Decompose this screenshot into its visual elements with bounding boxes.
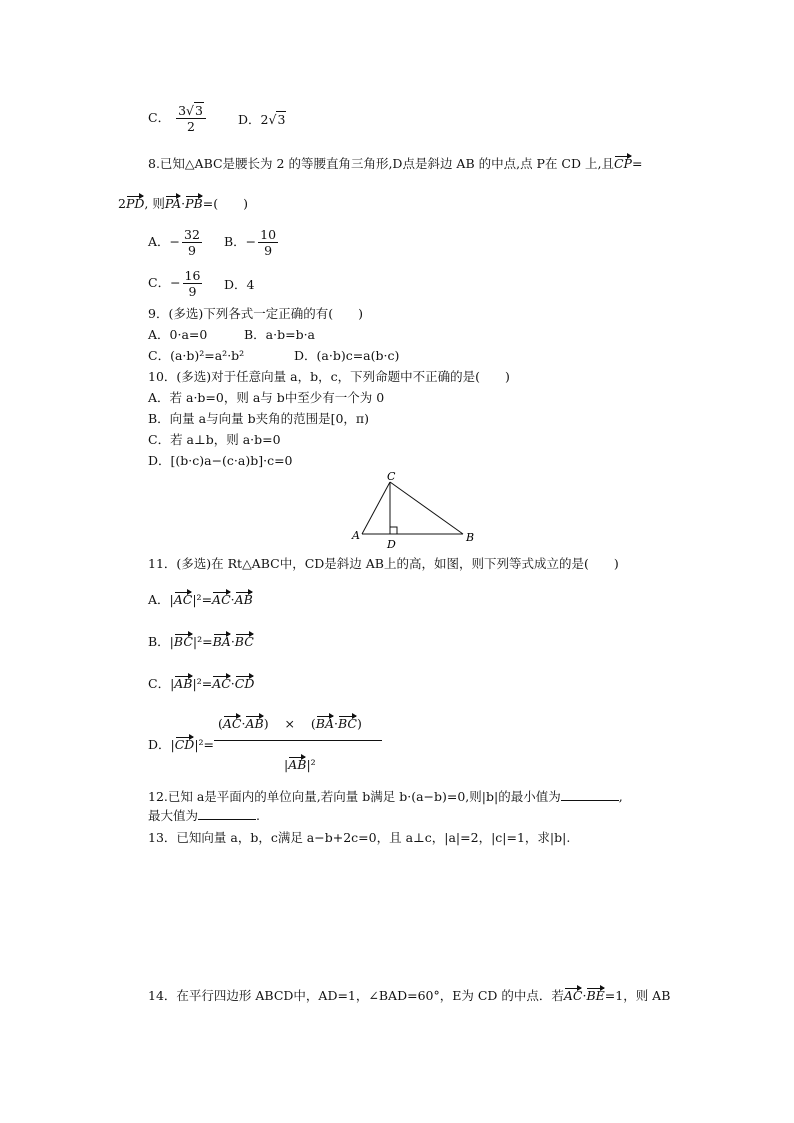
- q9-option-d: D．(a·b)c=a(b·c): [294, 348, 400, 363]
- q7-option-c-fraction: $\frac{3√3}{2}$: [176, 103, 206, 134]
- q10-stem: 10．(多选)对于任意向量 a，b，c，下列命题中不正确的是( ): [148, 369, 510, 384]
- q10-option-d: D．[(b·c)a−(c·a)b]·c=0: [148, 453, 293, 468]
- q8-option-c: C．− $\frac{16}{9}$: [148, 268, 201, 299]
- q11-option-d-denominator: |AB|²: [284, 753, 316, 773]
- q12-line1: 12.已知 a是平面内的单位向量,若向量 b满足 b·(a−b)=0,则|b|的最小值为 ,: [148, 789, 623, 804]
- q10-option-c: C．若 a⊥b，则 a·b=0: [148, 432, 281, 447]
- q11-option-c: C．|AB|²=AC·CD: [148, 672, 254, 692]
- q14-text: 14．在平行四边形 ABCD中，AD=1，∠BAD=60°，E为 CD 的中点．若AC·BE=1，则 AB: [148, 984, 670, 1004]
- vector-pd: PD: [126, 192, 144, 212]
- q13-text: 13．已知向量 a，b，c满足 a−b+2c=0，且 a⊥c，|a|=2，|c|=1，求|b|.: [148, 830, 571, 845]
- q9-stem: 9．(多选)下列各式一定正确的有( ): [148, 306, 363, 321]
- q12-max-blank: [198, 808, 256, 820]
- q10-option-b: B．向量 a与向量 b夹角的范围是[0，π): [148, 411, 370, 426]
- q7-option-d: D．2√3: [238, 112, 286, 127]
- q11-option-d-fraction-bar: [214, 740, 382, 741]
- q9-option-c: C．(a·b)²=a²·b²: [148, 348, 245, 363]
- vector-pa: PA: [165, 192, 181, 212]
- q9-option-b: B．a·b=b·a: [244, 327, 316, 342]
- q8-option-b: B．− $\frac{10}{9}$: [224, 227, 277, 258]
- triangle-figure: [345, 470, 485, 550]
- vector-cp: CP: [614, 152, 632, 172]
- q9-option-a: A．0·a=0: [148, 327, 208, 342]
- figure-label-d: D: [387, 538, 396, 550]
- q11-option-d-label: D．|CD|²=: [148, 733, 214, 753]
- vector-pb: PB: [185, 192, 203, 212]
- q8-option-a: A．− $\frac{32}{9}$: [148, 227, 200, 258]
- q10-option-a: A．若 a·b=0，则 a与 b中至少有一个为 0: [148, 390, 385, 405]
- q8-option-d: D．4: [224, 277, 255, 292]
- figure-label-c: C: [387, 470, 396, 483]
- q12-line2: 最大值为 .: [148, 808, 260, 823]
- q12-min-blank: [561, 789, 619, 801]
- q8-stem-line1: 8.已知△ABC是腰长为 2 的等腰直角三角形,D点是斜边 AB 的中点,点 P在 CD 上,且CP=: [148, 152, 642, 172]
- q11-option-a: A．|AC|²=AC·AB: [148, 588, 253, 608]
- q8-stem-line2: 2PD, 则PA·PB=( ): [118, 192, 248, 212]
- figure-label-a: A: [352, 529, 360, 542]
- q11-option-b: B．|BC|²=BA·BC: [148, 630, 254, 650]
- q11-stem: 11．(多选)在 Rt△ABC中，CD是斜边 AB上的高，如图，则下列等式成立的是( ): [148, 556, 619, 571]
- q7-option-c: C． $\frac{3√3}{2}$: [148, 103, 208, 134]
- figure-label-b: B: [466, 531, 475, 544]
- q11-option-d-numerator: (AC·AB) × (BA·BC): [218, 712, 362, 732]
